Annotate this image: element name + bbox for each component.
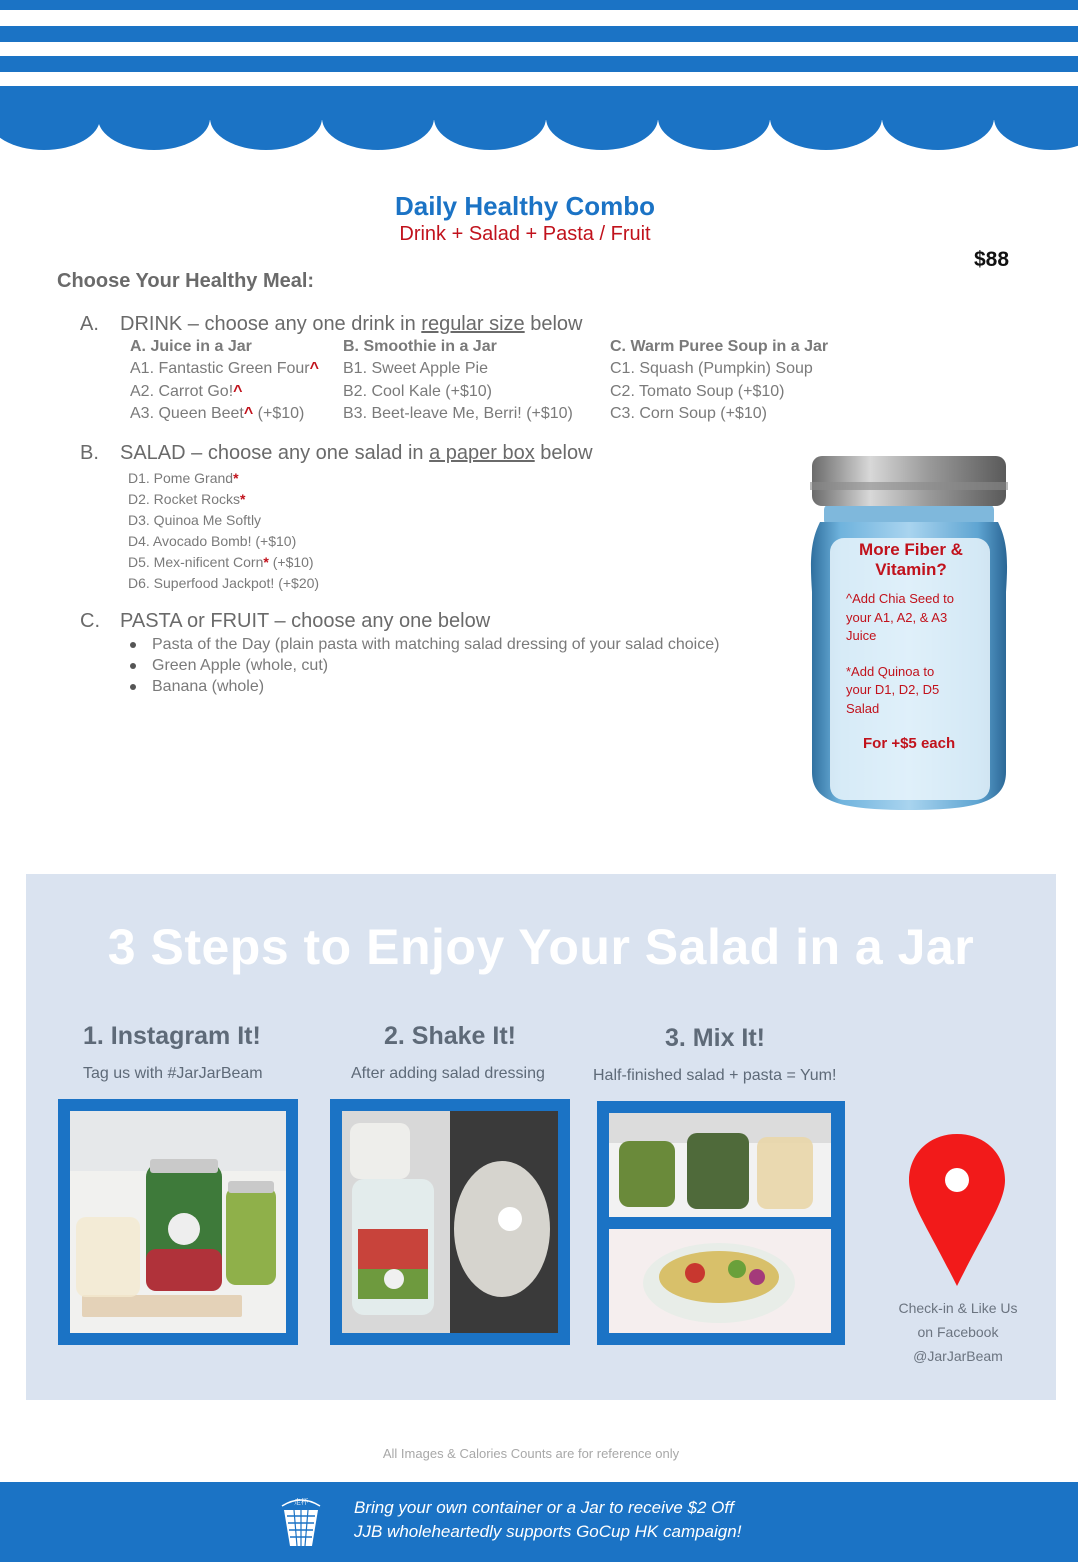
section-text: PASTA or FRUIT – choose any one below (120, 610, 491, 632)
salad-item: D5. Mex-nificent Corn* (+$10) (128, 554, 314, 570)
section-pasta-heading (80, 610, 490, 633)
salad-item: D1. Pome Grand* (128, 470, 239, 486)
jar-note-quinoa: *Add Quinoa to your D1, D2, D5 Salad (846, 663, 940, 716)
jar-heading: More Fiber & Vitamin? (859, 540, 963, 579)
section-underlined: regular size (421, 313, 525, 335)
title-block (0, 190, 1050, 246)
facebook-checkin: Check-in & Like Us on Facebook @JarJarBeam (898, 1300, 1018, 1364)
jar-note-chia: ^Add Chia Seed to your A1, A2, & A3 Juice (846, 591, 955, 643)
menu-item: C2. Tomato Soup (+$10) (610, 382, 785, 400)
section-text: DRINK – choose any one drink in (120, 313, 422, 335)
menu-item: A3. Queen Beet^ (+$10) (130, 404, 305, 422)
drink-column-juice (130, 336, 319, 425)
choose-heading: Choose Your Healthy Meal: (57, 270, 315, 292)
menu-item: B2. Cool Kale (+$10) (343, 382, 492, 400)
step-3-title: 3. Mix It! (665, 1024, 766, 1052)
list-item: Green Apple (whole, cut) (130, 655, 719, 676)
section-salad-heading (80, 442, 593, 465)
list-item: Banana (whole) (130, 676, 719, 697)
shake-photo (330, 1099, 570, 1345)
instagram-photo (58, 1099, 298, 1345)
menu-item: A2. Carrot Go!^ (130, 382, 243, 400)
menu-item: B3. Beet-leave Me, Berri! (+$10) (343, 404, 573, 422)
salad-list (128, 468, 319, 594)
pasta-fruit-list (130, 634, 719, 697)
jar-callout (834, 540, 988, 752)
menu-item: B1. Sweet Apple Pie (343, 360, 488, 378)
salad-item: D2. Rocket Rocks* (128, 491, 246, 507)
section-underlined: a paper box (429, 442, 535, 464)
column-heading: C. Warm Puree Soup in a Jar (610, 338, 829, 355)
section-text: SALAD – choose any one salad in (120, 442, 430, 464)
footer-text: Bring your own container or a Jar to receive $2 Off JJB wholeheartedly supports GoCup HK campaign! (354, 1498, 742, 1541)
salad-item: D6. Superfood Jackpot! (+$20) (128, 575, 320, 591)
drink-column-soup (610, 336, 828, 425)
section-letter: C. (80, 610, 100, 632)
step-1-title: 1. Instagram It! (83, 1022, 261, 1050)
jar-price-note: For +$5 each (863, 735, 956, 752)
gocup-logo-text: 走杯 (294, 1498, 308, 1506)
location-pin-icon (905, 1130, 1009, 1290)
section-text-end: below (534, 442, 593, 464)
step-2-title: 2. Shake It! (384, 1022, 516, 1050)
menu-item: A1. Fantastic Green Four^ (130, 360, 319, 378)
page-subtitle: Drink + Salad + Pasta / Fruit (399, 223, 651, 245)
section-text-end: below (524, 313, 583, 335)
salad-item: D4. Avocado Bomb! (+$10) (128, 533, 297, 549)
disclaimer: All Images & Calories Counts are for reference only (382, 1446, 680, 1461)
page-title: Daily Healthy Combo (394, 191, 656, 221)
menu-item: C3. Corn Soup (+$10) (610, 404, 767, 422)
column-heading: A. Juice in a Jar (130, 338, 252, 355)
section-letter: A. (80, 313, 99, 335)
salad-item: D3. Quinoa Me Softly (128, 512, 262, 528)
column-heading: B. Smoothie in a Jar (343, 338, 497, 355)
gocup-logo (276, 1492, 326, 1552)
combo-price: $88 (974, 248, 1010, 271)
mix-photo (597, 1101, 845, 1345)
drink-column-smoothie (343, 336, 573, 425)
section-letter: B. (80, 442, 99, 464)
step-2-subtitle: After adding salad dressing (351, 1065, 545, 1082)
step-3-subtitle: Half-finished salad + pasta = Yum! (593, 1067, 837, 1084)
menu-item: C1. Squash (Pumpkin) Soup (610, 360, 813, 378)
list-item: Pasta of the Day (plain pasta with matching salad dressing of your salad choice) (130, 634, 719, 655)
awning-banner (0, 0, 1078, 160)
section-drink-heading (80, 313, 582, 336)
step-1-subtitle: Tag us with #JarJarBeam (83, 1065, 263, 1082)
steps-title: 3 Steps to Enjoy Your Salad in a Jar (107, 919, 975, 975)
